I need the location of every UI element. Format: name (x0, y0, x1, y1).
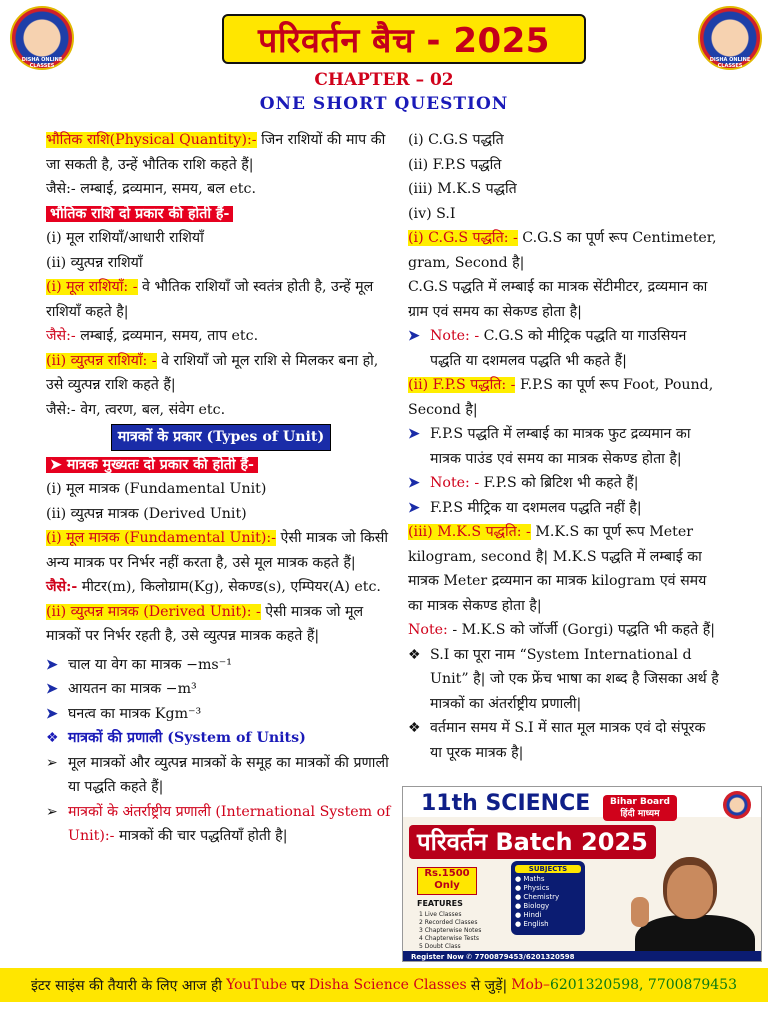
term-label: भौतिक राशि(Physical Quantity):- (46, 132, 257, 148)
subject-item: ● English (515, 920, 549, 928)
left-column (46, 128, 396, 849)
arrow-icon: ➤ (46, 656, 58, 673)
disha-logo-right (698, 6, 762, 70)
subheading (46, 453, 396, 478)
arrow-icon: ➢ (46, 754, 58, 771)
types-of-unit-heading (46, 424, 396, 451)
definition-text: F.P.S का पूर्ण रूप Foot, Pound, Second है| (408, 377, 714, 418)
page-header (0, 0, 768, 120)
subheading-text: मात्रक मुख्यतः दो प्रकार की होती हैं- (66, 456, 254, 473)
bullet-text: आयतन का मात्रक −m³ (68, 681, 197, 697)
bullet-item (408, 716, 720, 765)
list-item: (iii) M.K.S पद्धति (408, 181, 517, 197)
list-item: (i) मूल मात्रक (Fundamental Unit) (46, 481, 267, 497)
fundamental-quantity-definition (46, 275, 396, 324)
term-label: (ii) व्युत्पन्न मात्रक (Derived Unit): - (46, 603, 261, 620)
bullet-text: मात्रकों की प्रणाली (System of Units) (68, 730, 306, 746)
derived-quantity-definition (46, 349, 396, 398)
subjects-box (511, 861, 585, 935)
disha-logo-small (723, 791, 751, 819)
bullet-text: वर्तमान समय में S.I में सात मूल मात्रक एवं दो संपूरक या पूरक मात्रक है| (430, 720, 706, 761)
promo-banner[interactable] (402, 786, 762, 962)
note-text: C.G.S को मीट्रिक पद्धति या गाउसियन पद्धति या दशमलव पद्धति भी कहते हैं| (430, 328, 687, 369)
definition-text: ऐसी मात्रक जो मूल मात्रकों पर निर्भर रहती है, उसे व्युत्पन्न मात्रक कहते हैं| (46, 603, 364, 644)
disha-logo-left (10, 6, 74, 70)
feature-item: 2 Recorded Classes (419, 919, 478, 926)
bullet-item (46, 677, 396, 702)
arrow-icon: ➢ (46, 803, 58, 820)
heading-text: मात्रकों के प्रकार (Types of Unit) (111, 424, 331, 451)
term-label: (i) मूल राशियाँ: - (46, 279, 138, 295)
arrow-icon: ➤ (408, 328, 420, 344)
bullet-text: चाल या वेग का मात्रक −ms⁻¹ (68, 656, 232, 673)
mobile-numbers[interactable]: 6201320598, 7700879453 (549, 977, 737, 993)
bullet-item (46, 800, 396, 849)
subject-item: ● Chemistry (515, 893, 560, 901)
list-item: (ii) F.P.S पद्धति (408, 156, 502, 173)
channel-name[interactable]: Disha Science Classes (308, 977, 467, 993)
bullet-item (408, 496, 720, 521)
bullet-item (46, 653, 396, 678)
price-tag: Rs.1500 Only (417, 867, 477, 895)
list-item: (ii) व्युत्पन्न मात्रक (Derived Unit) (46, 505, 247, 522)
example-line (46, 575, 396, 600)
paragraph: C.G.S पद्धति में लम्बाई का मात्रक सेंटीमीटर, द्रव्यमान का ग्राम एवं समय का सेकण्ड होता है| (408, 279, 708, 320)
feature-item: 1 Live Classes (419, 911, 462, 918)
term-label: (ii) F.P.S पद्धति: - (408, 377, 516, 393)
logo-text: DISHA ONLINE CLASSES (21, 57, 63, 69)
arrow-icon: ➤ (408, 475, 420, 491)
example-line: जैसे:- वेग, त्वरण, बल, संवेग etc. (46, 401, 226, 418)
definition-text: C.G.S का पूर्ण रूप Centimeter, gram, Second है| (408, 230, 717, 271)
feature-item: 3 Chapterwise Notes (419, 927, 482, 934)
example-text: लम्बाई, द्रव्यमान, समय, ताप etc. (75, 328, 259, 344)
bullet-item (408, 643, 720, 717)
feature-item: 4 Chapterwise Tests (419, 935, 479, 942)
definition-text: जिन राशियों की माप की जा सकती है, उन्हें भौतिक राशि कहते हैं| (46, 132, 386, 173)
note-text: F.P.S को ब्रिटिश भी कहते हैं| (479, 475, 639, 491)
arrow-icon: ➤ (50, 456, 67, 473)
features-list (419, 911, 481, 951)
example-label: जैसे:- (46, 328, 76, 344)
note-label: Note: - (430, 475, 480, 491)
term-label: (ii) व्युत्पन्न राशियाँ: - (46, 352, 157, 369)
definition-text: वे राशियाँ जो मूल राशि से मिलकर बना हो, उसे व्युत्पन्न राशि कहते हैं| (46, 352, 379, 393)
example-line: जैसे:- लम्बाई, द्रव्यमान, समय, बल etc. (46, 181, 256, 197)
example-label: जैसे:- (46, 579, 78, 595)
bullet-item (408, 422, 720, 471)
bullet-label: मात्रकों के अंतर्राष्ट्रीय प्रणाली (International System of Unit):- (68, 803, 391, 844)
list-item: (iv) S.I (408, 205, 456, 222)
footer-text: से जुड़ें| (470, 977, 508, 994)
fundamental-unit-definition (46, 526, 396, 575)
banner-title: 11th SCIENCE (421, 791, 591, 816)
register-bar[interactable]: Register Now ✆ 7700879453/6201320598 (403, 951, 762, 962)
subject-item: ● Biology (515, 902, 550, 910)
footer-text: पर (291, 977, 305, 994)
subject-item: ● Hindi (515, 911, 542, 919)
subject-item: ● Maths (515, 875, 545, 883)
mks-definition (408, 520, 720, 618)
logo-text: DISHA ONLINE CLASSES (709, 57, 751, 69)
diamond-bullet-icon: ❖ (408, 720, 421, 736)
subheading (46, 202, 396, 227)
list-item: (i) मूल राशियाँ/आधारी राशियाँ (46, 230, 204, 246)
definition-text: M.K.S का पूर्ण रूप Meter kilogram, second है| M.K.S पद्धति में लम्बाई का मात्रक Meter द्रव्यमान का मात्रक kilogram एवं समय का मात्रक सेकण्ड होता है| (408, 524, 707, 614)
arrow-icon: ➤ (46, 681, 58, 697)
diamond-bullet-icon: ❖ (46, 730, 59, 746)
footer-text: इंटर साइंस की तैयारी के लिए आज ही (31, 977, 223, 994)
arrow-icon: ➤ (46, 705, 58, 722)
subheading-text: भौतिक राशि दो प्रकार की होती हैं- (46, 206, 233, 222)
teacher-photo (631, 857, 761, 962)
list-item: (ii) व्युत्पन्न राशियाँ (46, 254, 143, 271)
cgs-definition (408, 226, 720, 275)
definition-text: वे भौतिक राशियाँ जो स्वतंत्र होती है, उन्हें मूल राशियाँ कहते है| (46, 279, 374, 320)
note-label: Note: (408, 622, 448, 638)
bullet-text: F.P.S पद्धति में लम्बाई का मात्रक फुट द्रव्यमान का मात्रक पाउंड एवं समय का मात्रक सेकण्ड होता है| (430, 426, 691, 467)
definition-text: ऐसी मात्रक जो किसी अन्य मात्रक पर निर्भर नहीं करता है, उसे मूल मात्रक कहते हैं| (46, 530, 389, 571)
board-badge: Bihar Board हिंदी माध्यम (603, 795, 677, 821)
features-title: FEATURES (417, 899, 463, 908)
mobile-label: Mob– (511, 977, 550, 993)
note-line (408, 618, 720, 643)
bullet-item (46, 702, 396, 727)
example-text: मीटर(m), किलोग्राम(Kg), सेकण्ड(s), एम्पियर(A) etc. (77, 579, 381, 595)
term-label: (iii) M.K.S पद्धति: - (408, 524, 531, 540)
example-line (46, 324, 396, 349)
bullet-text: घनत्व का मात्रक Kgm⁻³ (68, 705, 202, 722)
derived-unit-definition (46, 600, 396, 649)
bullet-text: मात्रकों की चार पद्धतियाँ होती है| (114, 828, 288, 844)
bullet-text: S.I का पूरा नाम “System International d Unit” है| जो एक फ्रेंच भाषा का शब्द है जिसका अर्थ है मात्रकों का अंतर्राष्ट्रीय प्रणाली| (430, 646, 719, 712)
bullet-text: F.P.S मीट्रिक या दशमलव पद्धति नहीं है| (430, 499, 642, 516)
note-label: Note: - (430, 328, 480, 344)
batch-title: परिवर्तन Batch 2025 (409, 825, 656, 859)
note-item (408, 324, 720, 373)
feature-item: 5 Doubt Class (419, 943, 461, 950)
bullet-item (46, 751, 396, 800)
chapter-heading: CHAPTER – 02 (314, 70, 454, 90)
physical-quantity-definition (46, 128, 396, 177)
term-label: (i) C.G.S पद्धति: - (408, 230, 518, 246)
subjects-title: SUBJECTS (515, 865, 581, 873)
arrow-icon: ➤ (408, 426, 420, 442)
note-text: - M.K.S को जॉर्जी (Gorgi) पद्धति भी कहते हैं| (447, 622, 716, 638)
youtube-link[interactable]: YouTube (226, 977, 288, 993)
subject-item: ● Physics (515, 884, 550, 892)
bullet-text: मूल मात्रकों और व्युत्पन्न मात्रकों के समूह का मात्रकों की प्रणाली या पद्धति कहते हैं| (68, 754, 389, 795)
list-item: (i) C.G.S पद्धति (408, 132, 504, 148)
page-footer (0, 968, 768, 1002)
page-title: परिवर्तन बैच - 2025 (222, 14, 586, 64)
diamond-bullet-icon: ❖ (408, 646, 421, 663)
fps-definition (408, 373, 720, 422)
bullet-item (46, 726, 396, 751)
term-label: (i) मूल मात्रक (Fundamental Unit):- (46, 530, 276, 546)
right-column (408, 128, 720, 765)
section-subtitle: ONE SHORT QUESTION (259, 94, 509, 114)
arrow-icon: ➤ (408, 499, 420, 516)
note-item (408, 471, 720, 496)
